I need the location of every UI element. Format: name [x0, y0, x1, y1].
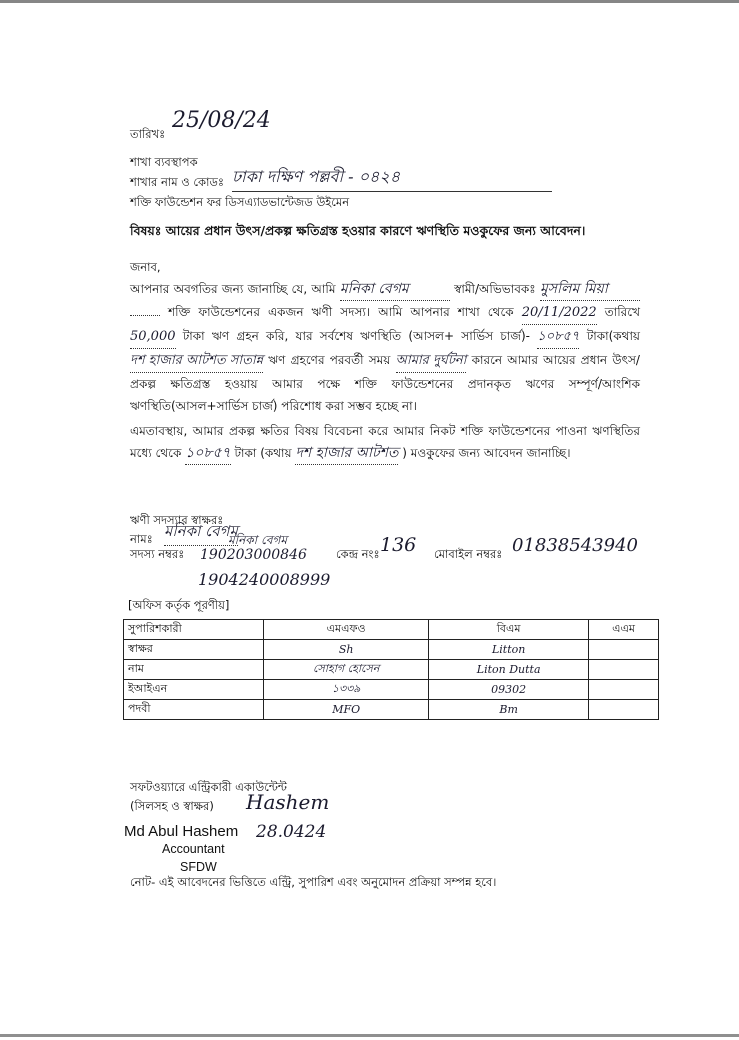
- am-cell: [589, 700, 659, 720]
- am-cell: [589, 680, 659, 700]
- p1-text-d: তারিখে: [604, 305, 640, 319]
- p2-text-b: টাকা (কথায়: [234, 446, 292, 460]
- table-header-cell: বিএম: [429, 620, 589, 640]
- p1-text-b: স্বামী/অভিভাবকঃ: [454, 282, 536, 296]
- table-header-cell: সুপারিশকারী: [124, 620, 264, 640]
- table-header-cell: এমএফও: [264, 620, 429, 640]
- balance-words: দশ হাজার আটশত সাতান্ন: [130, 350, 263, 373]
- accountant-org: SFDW: [180, 860, 217, 874]
- damage-reason: আমার দুর্ঘটনা: [396, 350, 467, 373]
- scan-edge-bottom: [0, 1034, 739, 1037]
- date-label: তারিখঃ: [130, 127, 166, 141]
- p1-text-g: ঋণ গ্রহণের পরবর্তী সময়: [268, 353, 391, 367]
- member-no-line3: 1904240008999: [198, 570, 331, 589]
- row-label: পদবী: [124, 700, 264, 720]
- mfo-cell: Sh: [264, 640, 429, 660]
- mfo-cell: MFO: [264, 700, 429, 720]
- accountant-signature: Hashem: [246, 790, 330, 814]
- am-cell: [589, 660, 659, 680]
- am-cell: [589, 640, 659, 660]
- member-no-line1: মনিকা বেগম: [228, 533, 288, 547]
- bm-cell: Bm: [429, 700, 589, 720]
- center-no-value: 136: [380, 534, 417, 556]
- scan-edge-top: [0, 0, 739, 3]
- bm-cell: Litton: [429, 640, 589, 660]
- manager-label: শাখা ব্যবস্থাপক: [130, 155, 198, 169]
- branch-label: শাখার নাম ও কোডঃ: [130, 175, 225, 189]
- table-row: [124, 660, 659, 680]
- table-header-cell: এএম: [589, 620, 659, 640]
- table-row: [124, 680, 659, 700]
- accountant-role: Accountant: [162, 842, 225, 856]
- p2-text-c: ) মওকুফের জন্য আবেদন জানাচ্ছি।: [402, 446, 571, 460]
- p1-text-a: আপনার অবগতির জন্য জানাচ্ছি যে, আমি: [130, 282, 336, 296]
- p1-blank: [130, 315, 160, 316]
- body-paragraph-1: [130, 278, 640, 417]
- waive-amount: ১০৮৫৭: [185, 442, 230, 465]
- p1-text-f: টাকা(কথায়: [586, 329, 640, 343]
- mobile-value: 01838543940: [512, 535, 638, 556]
- guardian-name: মুসলিম মিয়া: [540, 278, 640, 301]
- table-row: [124, 640, 659, 660]
- branch-value: ঢাকা দক্ষিণ পল্লবী - ০৪২৪: [232, 164, 552, 192]
- date-value: 25/08/24: [172, 108, 271, 133]
- row-label: স্বাক্ষর: [124, 640, 264, 660]
- bm-cell: Liton Dutta: [429, 660, 589, 680]
- member-signature-label: ঋণী সদস্যার স্বাক্ষরঃ: [130, 513, 224, 527]
- p1-text-c: শক্তি ফাউন্ডেশনের একজন ঋণী সদস্য। আমি আপনার শাখা থেকে: [168, 305, 514, 319]
- bm-cell: 09302: [429, 680, 589, 700]
- accountant-title: সফটওয়্যারে এন্ট্রিকারী একাউন্টেন্ট: [130, 780, 287, 794]
- table-row: [124, 700, 659, 720]
- member-name: মনিকা বেগম: [340, 278, 450, 301]
- loan-date: 20/11/2022: [522, 302, 597, 325]
- waive-words: দশ হাজার আটশত: [295, 442, 398, 465]
- mfo-cell: সোহাগ হোসেন: [264, 660, 429, 680]
- mobile-label: মোবাইল নম্বরঃ: [434, 547, 503, 561]
- center-no-label: কেন্দ্র নংঃ: [336, 547, 380, 561]
- loan-amount: 50,000: [130, 326, 176, 349]
- org-name: শক্তি ফাউন্ডেশন ফর ডিসএ্যাডভান্টেজড উইমেন: [130, 195, 350, 209]
- table-header-row: [124, 620, 659, 640]
- footer-note: নোট- এই আবেদনের ভিত্তিতে এন্ট্রি, সুপারিশ এবং অনুমোদন প্রক্রিয়া সম্পন্ন হবে।: [130, 875, 497, 889]
- accountant-name: Md Abul Hashem: [124, 823, 239, 840]
- p2-text-a: এমতাবস্থায়, আমার প্রকল্প ক্ষতির বিষয় বিবেচনা করে আমার নিকট শক্তি ফাউন্ডেশনের পাওনা ঋণস্থিতির মধ্যে থেকে: [130, 424, 640, 460]
- office-use-label: [অফিস কর্তৃক পূরণীয়]: [128, 598, 230, 612]
- salutation: জনাব,: [130, 260, 161, 274]
- mfo-cell: ১৩৩৯: [264, 680, 429, 700]
- row-label: নাম: [124, 660, 264, 680]
- name-value: মনিকা বেগম: [164, 520, 238, 546]
- subject-line: বিষয়ঃ আয়ের প্রধান উৎস/প্রকল্প ক্ষতিগ্রস্ত হওয়ার কারণে ঋণস্থিতি মওকুফের জন্য আবেদন।: [130, 223, 586, 238]
- p1-text-h: কারনে আমার আয়ের প্রধান উৎস/প্রকল্প ক্ষতিগ্রস্ত হওয়ায় আমার পক্ষে শক্তি ফাউন্ডেশনের প্রদানকৃত ঋণের সম্পূর্ণ/আংশিক ঋণস্থিতি(আসল+সার্ভিস চার্জ) পরিশোধ করা সম্ভব হচ্ছে না।: [130, 353, 640, 413]
- p1-text-e: টাকা ঋণ গ্রহন করি, যার সর্বশেষ ঋণস্থিতি (আসল+ সার্ভিস চার্জ)-: [182, 329, 530, 343]
- balance-amount: ১০৮৫৭: [537, 326, 579, 349]
- recommendation-table: [123, 619, 659, 720]
- member-no-label: সদস্য নম্বরঃ: [130, 547, 185, 561]
- row-label: ইআইএন: [124, 680, 264, 700]
- body-paragraph-2: [130, 420, 640, 465]
- seal-label: (সিলসহ ও স্বাক্ষর): [130, 799, 214, 813]
- accountant-code: 28.0424: [256, 822, 327, 842]
- name-label: নামঃ: [130, 532, 153, 546]
- member-no-line2: 190203000846: [200, 547, 307, 563]
